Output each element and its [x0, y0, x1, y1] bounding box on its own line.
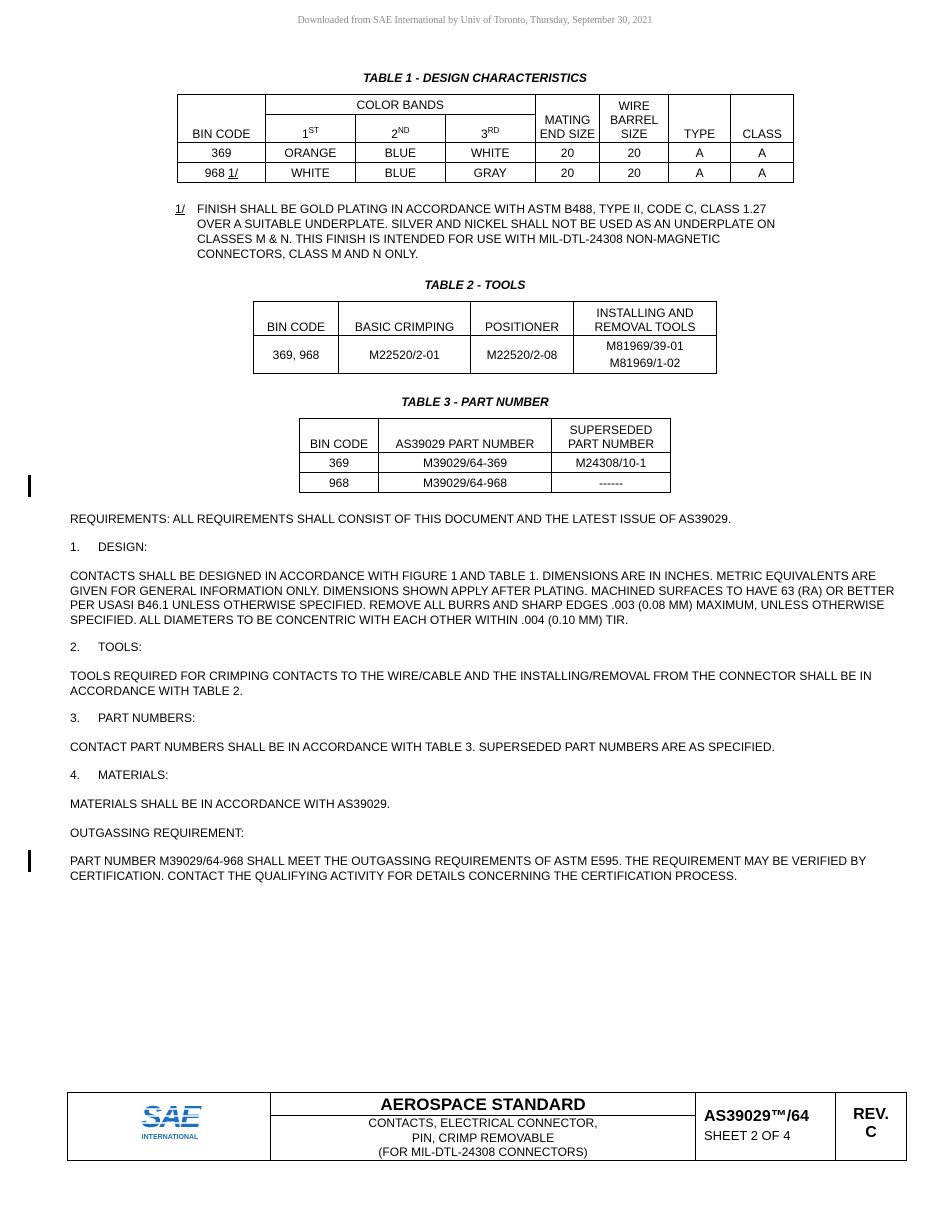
document-number-cell — [696, 1093, 836, 1160]
revision-bar — [28, 475, 31, 497]
cell-part-number: M39029/64-369 — [379, 453, 552, 473]
section-1-text: CONTACTS SHALL BE DESIGNED IN ACCORDANCE WITH FIGURE 1 AND TABLE 1. DIMENSIONS ARE IN INCHES. METRIC EQUIVALENTS ARE GIVEN FOR GENERAL INFORMATION ONLY. DIMENSIONS SHOWN APPLY AFTER PLATING. MACHINED SURFACES TO HAVE 63 (RA) OR BETTER PER USASI B46.1 UNLESS OTHERWISE SPECIFIED. REMOVE ALL BURRS AND SHARP EDGES .003 (0.08 MM) MAXIMUM, UNLESS OTHERWISE SPECIFIED. ALL DIAMETERS TO BE CONCENTRIC WITH EACH OTHER WITHIN .004 (0.10 MM) TIR. — [70, 569, 895, 627]
sae-logo — [138, 1099, 202, 1143]
revision-cell — [836, 1093, 906, 1160]
cell-bin: 968 — [300, 473, 379, 493]
logo-cell — [68, 1093, 271, 1160]
section-1-heading: 1. DESIGN: — [70, 540, 148, 554]
t1-header-band-2: 2ND — [356, 115, 446, 143]
svg-text:SAE: SAE — [141, 1099, 199, 1134]
section-4-heading: 4. MATERIALS: — [70, 768, 169, 782]
t1-header-type: TYPE — [668, 95, 730, 143]
t1-header-band-1: 1ST — [265, 115, 355, 143]
table2-title: TABLE 2 - TOOLS — [424, 278, 526, 292]
section-2-text: TOOLS REQUIRED FOR CRIMPING CONTACTS TO THE WIRE/CABLE AND THE INSTALLING/REMOVAL FROM THE CONNECTOR SHALL BE IN ACCORDANCE WITH TABLE 2. — [70, 669, 872, 698]
t2-header-installing-removal: INSTALLING AND REMOVAL TOOLS — [574, 302, 717, 336]
design-characteristics-table — [177, 94, 794, 183]
footnote-mark: 1/ — [175, 202, 186, 216]
t2-header-positioner: POSITIONER — [471, 302, 574, 336]
t1-header-bin-code: BIN CODE — [178, 95, 266, 143]
tools-table — [253, 301, 717, 374]
cell-superseded: M24308/10-1 — [552, 453, 671, 473]
cell-bin: 968 1/ — [178, 163, 266, 183]
cell-type: A — [668, 163, 730, 183]
t1-header-color-bands: COLOR BANDS — [265, 95, 535, 115]
cell-install-tools: M81969/39-01 M81969/1-02 — [574, 336, 717, 374]
outgassing-text: PART NUMBER M39029/64-968 SHALL MEET THE OUTGASSING REQUIREMENTS OF ASTM E595. THE REQUIREMENT MAY BE VERIFIED BY CERTIFICATION. CONTACT THE QUALIFYING ACTIVITY FOR DETAILS CONCERNING THE CERTIFICATION PROCESS. — [70, 854, 867, 883]
cell-bin: 369 — [300, 453, 379, 473]
cell-bin: 369 — [178, 143, 266, 163]
title-cell — [271, 1093, 696, 1160]
cell-band2: BLUE — [356, 143, 446, 163]
table-row — [178, 163, 794, 183]
sheet-number: SHEET 2 OF 4 — [704, 1128, 791, 1143]
table-row — [300, 453, 671, 473]
cell-class: A — [731, 163, 794, 183]
svg-text:INTERNATIONAL: INTERNATIONAL — [141, 1134, 199, 1141]
section-4-text: MATERIALS SHALL BE IN ACCORDANCE WITH AS39029. — [70, 797, 391, 811]
t1-header-band-3: 3RD — [445, 115, 535, 143]
revision-bar — [28, 850, 31, 872]
t2-header-basic-crimping: BASIC CRIMPING — [339, 302, 471, 336]
t1-header-mating-end-size: MATING END SIZE — [535, 95, 600, 143]
t2-header-bin-code: BIN CODE — [254, 302, 339, 336]
document-number: AS39029™/64 — [704, 1108, 809, 1125]
table-row — [300, 473, 671, 493]
cell-band1: ORANGE — [265, 143, 355, 163]
revision: REV. C — [853, 1106, 889, 1141]
part-number-table — [299, 418, 671, 493]
cell-wire: 20 — [600, 163, 669, 183]
table-row — [254, 336, 717, 374]
cell-mating: 20 — [535, 143, 600, 163]
t3-header-superseded: SUPERSEDED PART NUMBER — [552, 419, 671, 453]
download-watermark: Downloaded from SAE International by Univ of Toronto, Thursday, September 30, 2021 — [297, 15, 653, 26]
cell-band3: GRAY — [445, 163, 535, 183]
t1-header-wire-barrel-size: WIRE BARREL SIZE — [600, 95, 669, 143]
t3-header-part-number: AS39029 PART NUMBER — [379, 419, 552, 453]
cell-band2: BLUE — [356, 163, 446, 183]
table-row — [178, 143, 794, 163]
cell-mating: 20 — [535, 163, 600, 183]
cell-part-number: M39029/64-968 — [379, 473, 552, 493]
cell-band3: WHITE — [445, 143, 535, 163]
cell-crimp: M22520/2-01 — [339, 336, 471, 374]
requirements-paragraph: REQUIREMENTS: ALL REQUIREMENTS SHALL CONSIST OF THIS DOCUMENT AND THE LATEST ISSUE OF AS39029. — [70, 512, 732, 526]
table1-title: TABLE 1 - DESIGN CHARACTERISTICS — [363, 71, 587, 85]
outgassing-heading: OUTGASSING REQUIREMENT: — [70, 826, 245, 840]
title-block — [67, 1092, 907, 1161]
section-3-text: CONTACT PART NUMBERS SHALL BE IN ACCORDANCE WITH TABLE 3. SUPERSEDED PART NUMBERS ARE AS SPECIFIED. — [70, 740, 775, 754]
section-2-heading: 2. TOOLS: — [70, 640, 142, 654]
cell-positioner: M22520/2-08 — [471, 336, 574, 374]
table3-title: TABLE 3 - PART NUMBER — [401, 395, 549, 409]
t3-header-bin-code: BIN CODE — [300, 419, 379, 453]
standard-title: AEROSPACE STANDARD — [271, 1093, 695, 1116]
cell-superseded: ------ — [552, 473, 671, 493]
cell-wire: 20 — [600, 143, 669, 163]
table1-footnote — [175, 202, 795, 262]
cell-class: A — [731, 143, 794, 163]
t1-header-class: CLASS — [731, 95, 794, 143]
footnote-text: FINISH SHALL BE GOLD PLATING IN ACCORDANCE WITH ASTM B488, TYPE II, CODE C, CLASS 1.27 OVER A SUITABLE UNDERPLATE. SILVER AND NICKEL SHALL NOT BE USED AS AN UNDERPLATE ON CLASSES M & N. THIS FINISH IS INTENDED FOR USE WITH MIL-DTL-24308 NON-MAGNETIC CONNECTORS, CLASS M AND N ONLY. — [197, 202, 776, 261]
cell-type: A — [668, 143, 730, 163]
document-description: CONTACTS, ELECTRICAL CONNECTOR, PIN, CRIMP REMOVABLE (FOR MIL-DTL-24308 CONNECTORS) — [368, 1116, 598, 1159]
section-3-heading: 3. PART NUMBERS: — [70, 711, 196, 725]
cell-band1: WHITE — [265, 163, 355, 183]
cell-bin: 369, 968 — [254, 336, 339, 374]
